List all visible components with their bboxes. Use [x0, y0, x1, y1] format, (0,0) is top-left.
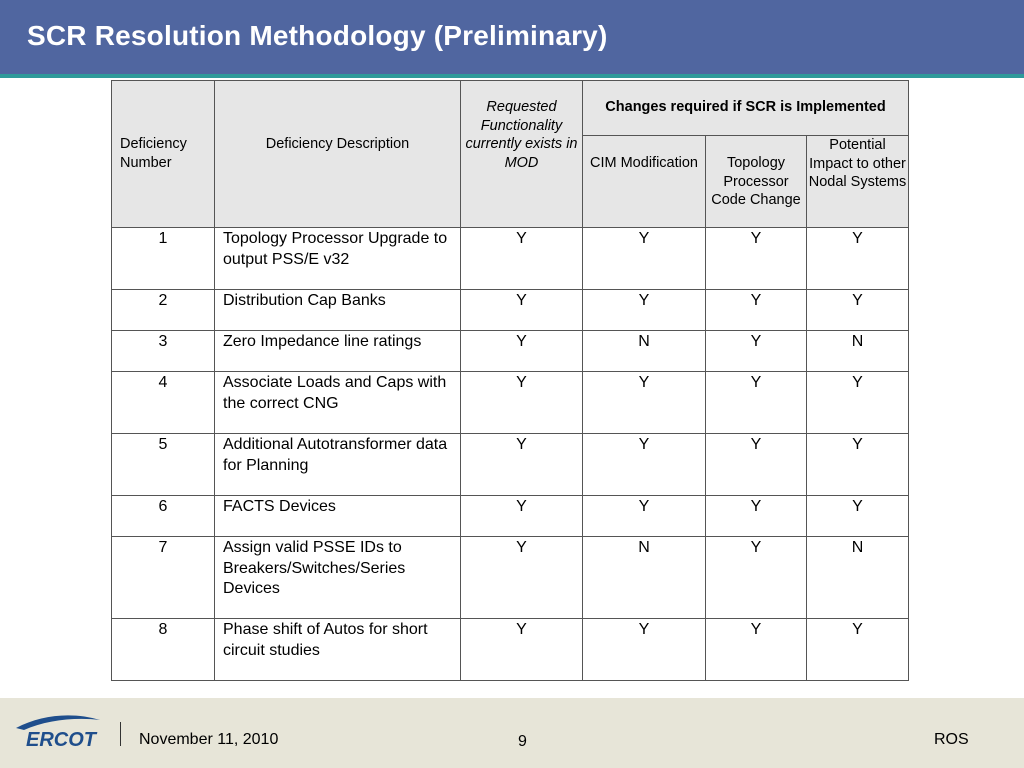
- cell-topology-change: Y: [706, 290, 807, 331]
- cell-deficiency-number: 2: [112, 290, 215, 331]
- cell-requested-functionality: Y: [461, 537, 583, 619]
- table-row: [112, 434, 909, 496]
- cell-requested-functionality: Y: [461, 434, 583, 496]
- cell-topology-change: Y: [706, 619, 807, 681]
- cell-potential-impact: Y: [807, 290, 909, 331]
- title-bar: [0, 0, 1024, 78]
- cell-potential-impact: N: [807, 537, 909, 619]
- cell-requested-functionality: Y: [461, 331, 583, 372]
- cell-deficiency-number: 6: [112, 496, 215, 537]
- cell-cim-modification: Y: [583, 619, 706, 681]
- cell-deficiency-description: Distribution Cap Banks: [215, 290, 461, 331]
- cell-deficiency-description: Additional Autotransformer data for Planning: [215, 434, 461, 496]
- footer-separator: [120, 722, 121, 746]
- cell-deficiency-description: Associate Loads and Caps with the correct CNG: [215, 372, 461, 434]
- cell-cim-modification: N: [583, 537, 706, 619]
- cell-cim-modification: Y: [583, 228, 706, 290]
- cell-cim-modification: Y: [583, 496, 706, 537]
- cell-topology-change: Y: [706, 372, 807, 434]
- cell-topology-change: Y: [706, 537, 807, 619]
- table-row: [112, 372, 909, 434]
- cell-deficiency-description: FACTS Devices: [215, 496, 461, 537]
- cell-deficiency-number: 7: [112, 537, 215, 619]
- cell-deficiency-number: 8: [112, 619, 215, 681]
- scr-resolution-table: [111, 80, 909, 681]
- cell-potential-impact: Y: [807, 228, 909, 290]
- cell-deficiency-number: 1: [112, 228, 215, 290]
- cell-topology-change: Y: [706, 496, 807, 537]
- cell-deficiency-number: 4: [112, 372, 215, 434]
- header-deficiency-number: Deficiency Number: [112, 81, 215, 228]
- cell-topology-change: Y: [706, 228, 807, 290]
- cell-potential-impact: N: [807, 331, 909, 372]
- header-requested-functionality: Requested Functionality currently exists in MOD: [461, 81, 583, 228]
- cell-deficiency-description: Zero Impedance line ratings: [215, 331, 461, 372]
- cell-requested-functionality: Y: [461, 372, 583, 434]
- header-potential-impact: Potential Impact to other Nodal Systems: [807, 136, 909, 228]
- logo-swoosh: [16, 715, 100, 730]
- cell-deficiency-number: 5: [112, 434, 215, 496]
- cell-potential-impact: Y: [807, 496, 909, 537]
- header-deficiency-description: Deficiency Description: [215, 81, 461, 228]
- header-topology-change: Topology Processor Code Change: [706, 136, 807, 228]
- table-row: [112, 290, 909, 331]
- table-row: [112, 228, 909, 290]
- scr-table-container: [111, 80, 908, 681]
- page-number: 9: [518, 733, 527, 750]
- footer-date: November 11, 2010: [139, 731, 279, 748]
- cell-topology-change: Y: [706, 434, 807, 496]
- cell-deficiency-description: Assign valid PSSE IDs to Breakers/Switches/Series Devices: [215, 537, 461, 619]
- ercot-logo: [12, 712, 104, 752]
- logo-wordmark: ERCOT: [26, 729, 96, 751]
- cell-cim-modification: N: [583, 331, 706, 372]
- cell-deficiency-description: Topology Processor Upgrade to output PSS/E v32: [215, 228, 461, 290]
- table-row: [112, 496, 909, 537]
- header-cim-modification: CIM Modification: [583, 136, 706, 228]
- footer-label: ROS: [934, 731, 969, 748]
- cell-potential-impact: Y: [807, 434, 909, 496]
- table-row: [112, 619, 909, 681]
- header-changes-required: Changes required if SCR is Implemented: [583, 81, 909, 136]
- slide-title: SCR Resolution Methodology (Preliminary): [27, 20, 608, 51]
- cell-cim-modification: Y: [583, 434, 706, 496]
- cell-requested-functionality: Y: [461, 496, 583, 537]
- cell-cim-modification: Y: [583, 372, 706, 434]
- cell-potential-impact: Y: [807, 372, 909, 434]
- cell-requested-functionality: Y: [461, 290, 583, 331]
- cell-requested-functionality: Y: [461, 619, 583, 681]
- table-row: [112, 537, 909, 619]
- cell-deficiency-description: Phase shift of Autos for short circuit studies: [215, 619, 461, 681]
- cell-deficiency-number: 3: [112, 331, 215, 372]
- cell-topology-change: Y: [706, 331, 807, 372]
- table-row: [112, 331, 909, 372]
- cell-requested-functionality: Y: [461, 228, 583, 290]
- cell-potential-impact: Y: [807, 619, 909, 681]
- cell-cim-modification: Y: [583, 290, 706, 331]
